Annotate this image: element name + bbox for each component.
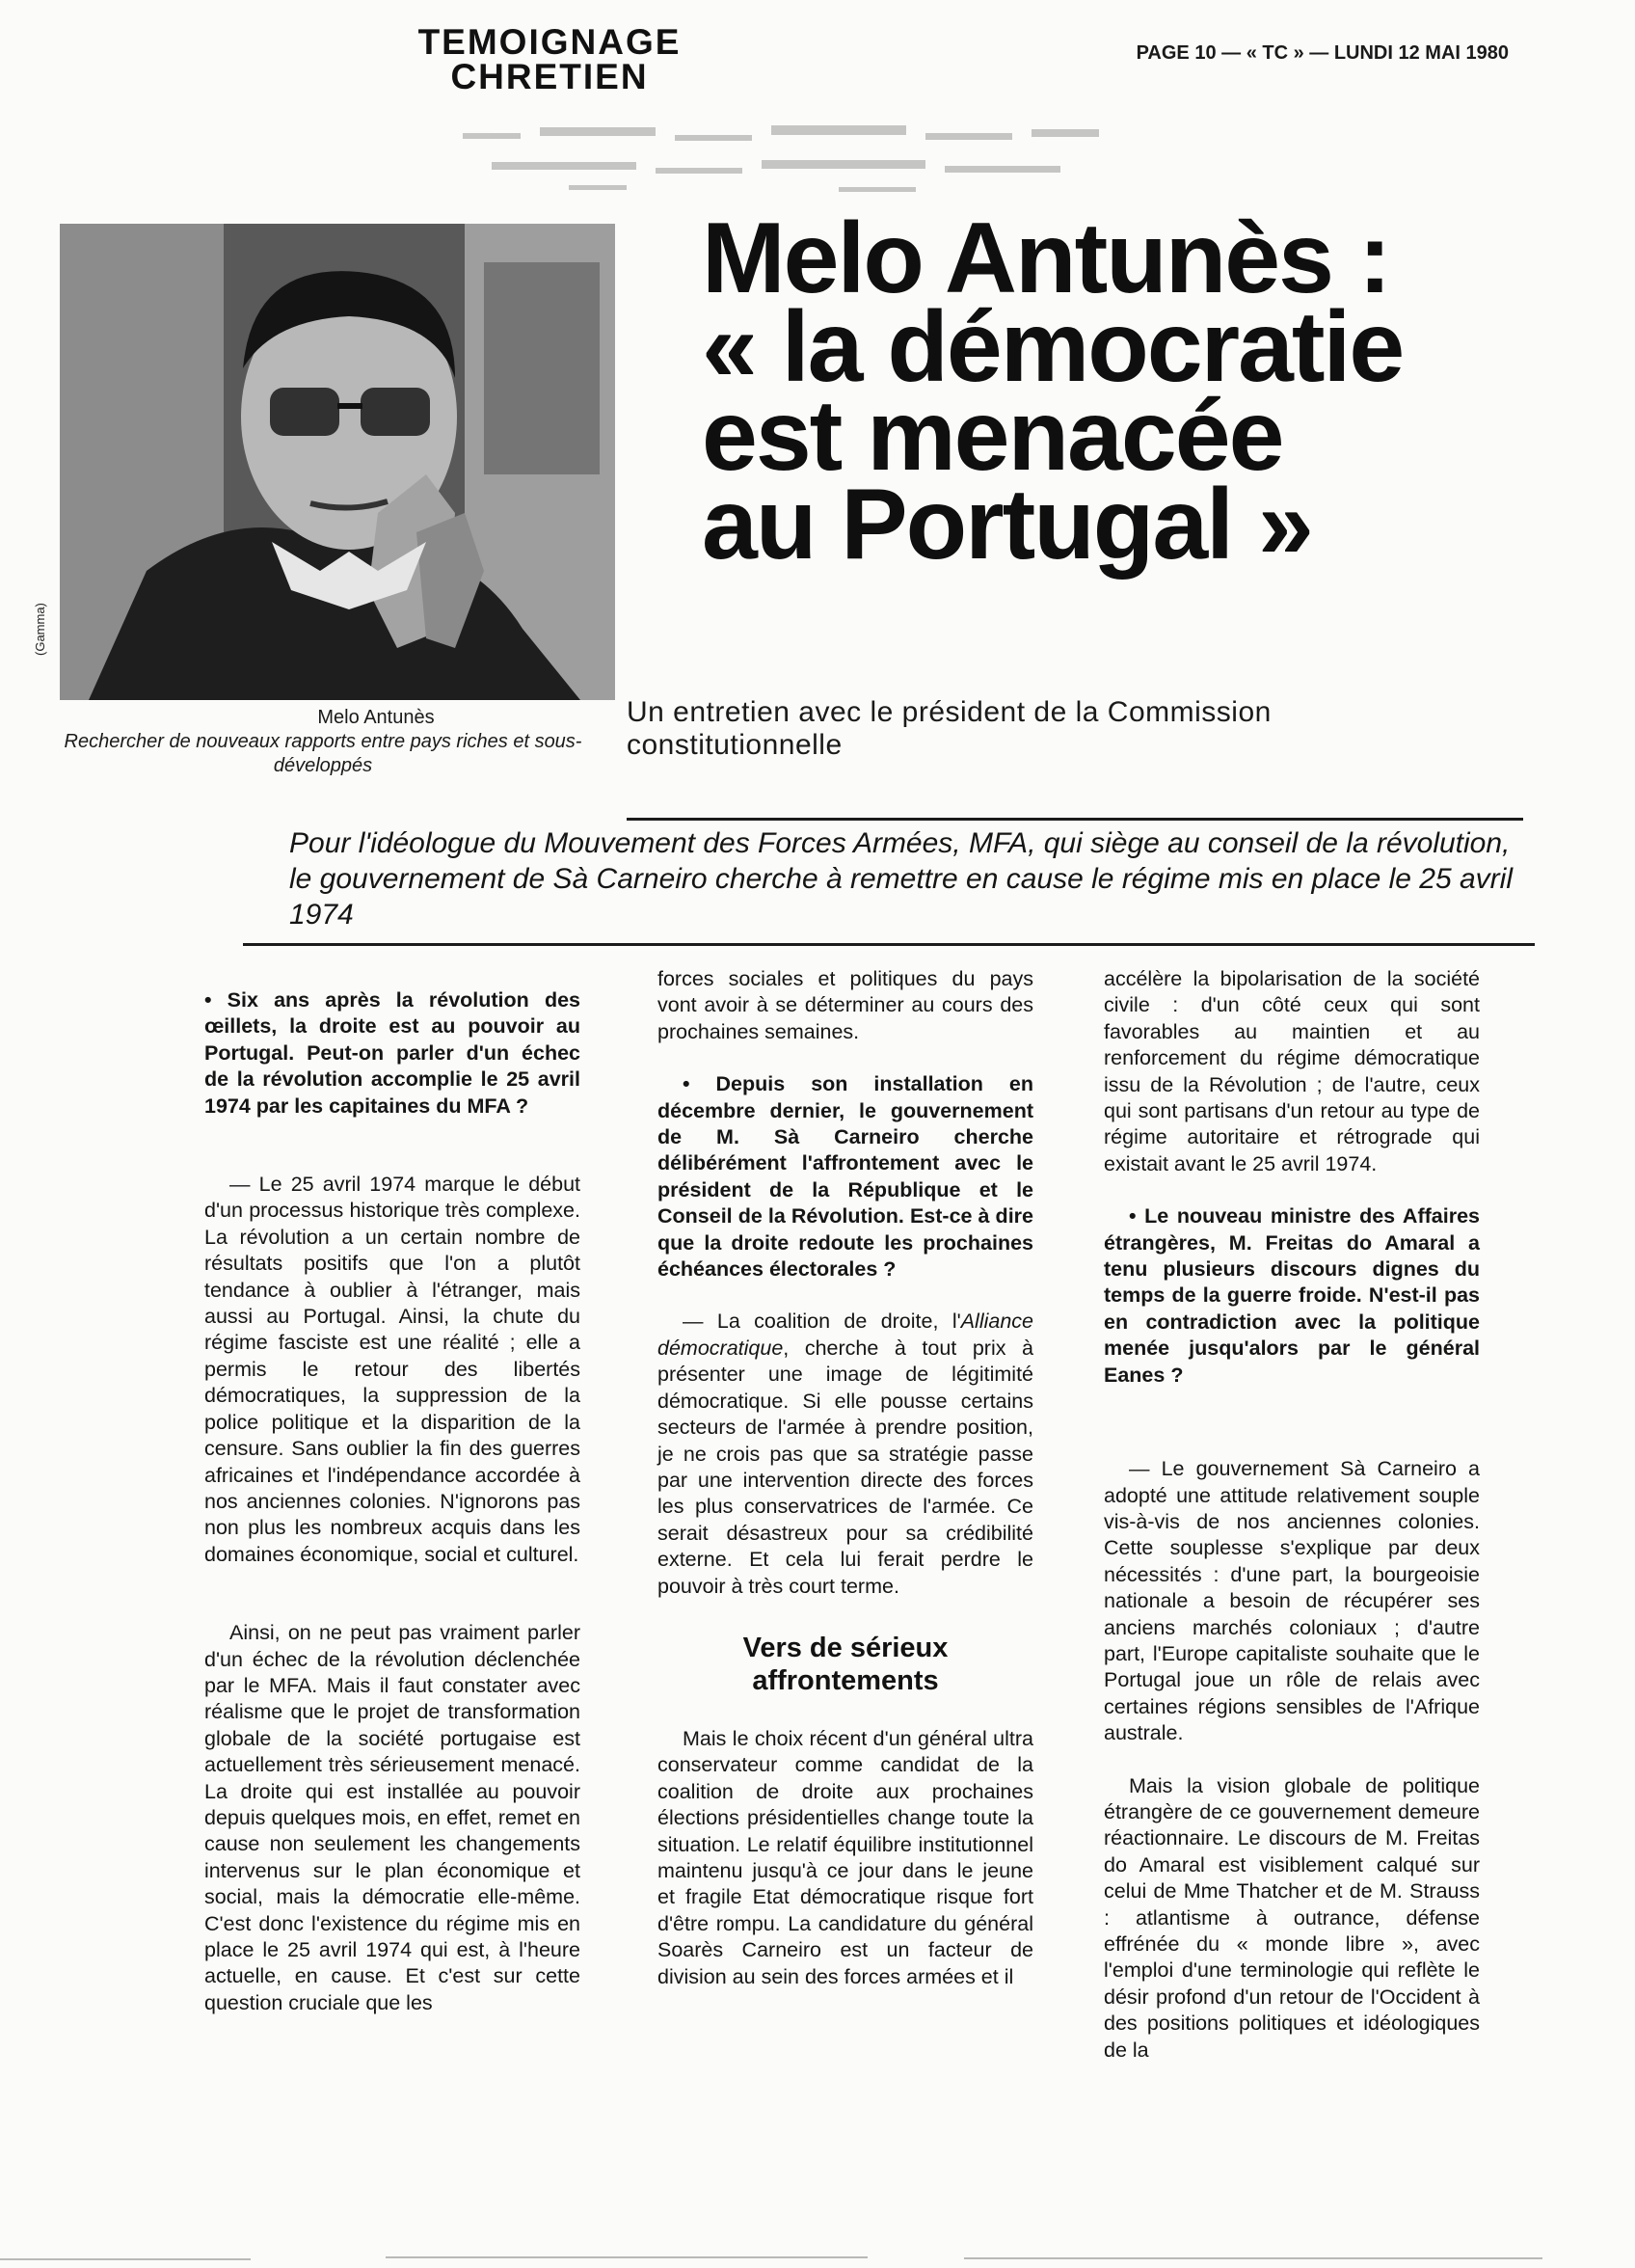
question-2: • Depuis son installation en décembre dernier, le gouvernement de M. Sà Carneiro cherche délibérément l'affrontement avec le président de la République et le Conseil de la Révolution. Est-ce à dire que la droite redoute les prochaines échéances électorales ? [657, 1072, 1033, 1282]
photo-credit: (Gamma) [33, 603, 47, 656]
answer-paragraph: accélère la bipolarisation de la société civile : d'un côté ceux qui sont favorables au maintien et au renforcement du régime démocratique issu de la Révolution ; de l'autre, ceux qui sont partisans d'un retour au type de régime autoritaire et rétrograde qui existait avant le 25 avril 1974. [1104, 967, 1480, 1175]
answer-text: — La coalition de droite, l' [683, 1310, 961, 1334]
headline-line2: « la démocratie [702, 291, 1404, 403]
article-subtitle: Un entretien avec le président de la Commission constitutionnelle [627, 696, 1272, 761]
headline-line4: au Portugal » [702, 469, 1312, 580]
headline-line1: Melo Antunès : [702, 202, 1390, 314]
headline-line3: est menacée [702, 380, 1283, 492]
intro-paragraph: Pour l'idéologue du Mouvement des Forces Armées, MFA, qui siège au conseil de la révolution, le gouvernement de Sà Carneiro cherche à remettre en cause le régime mis en place le 25 avril 1974 [289, 827, 1513, 931]
column-2 [657, 966, 1033, 2016]
answer-paragraph: Mais le choix récent d'un général ultra conservateur comme candidat de la coalition de droite aux prochaines élections présidentielles change toute la situation. Le relatif équilibre institutionnel maintenu jusqu'à ce jour dans le jeune et fragile Etat démocratique risque fort d'être rompu. La candidature du général Soarès Carneiro est un facteur de division au sein des forces armées et il [657, 1726, 1033, 1988]
portrait-photo [60, 224, 615, 700]
masthead-line2: CHRETIEN [450, 57, 649, 96]
answer-text: , cherche à tout prix à présenter une image de légitimité démocratique. Si elle pousse certains secteurs de l'armée à prendre position, je ne crois pas que sa stratégie passe par une intervention directe des forces les plus conservatrices de l'armée. Ce serait désastreux pour sa crédibilité externe. Et cela lui ferait perdre le pouvoir à très court terme. [657, 1336, 1033, 1598]
caption-name: Melo Antunès [317, 707, 435, 728]
print-noise [453, 114, 1147, 201]
scan-edge-noise [0, 2245, 1635, 2268]
answer-paragraph: forces sociales et politiques du pays vont avoir à se déterminer au cours des prochaines semaines. [657, 967, 1033, 1043]
answer-paragraph: — Le 25 avril 1974 marque le début d'un processus historique très complexe. La révolution a un certain nombre de résultats positifs que l'on a plutôt tendance à oublier à l'étranger, mais aussi au Portugal. Ainsi, la chute du régime fasciste est une réalité ; elle a permis le retour des libertés démocratiques, la suppression de la police politique et la disparition de la censure. Sans oublier la fin des guerres africaines et l'indépendance accordée à nos anciennes colonies. N'ignorons pas non plus les nombreux acquis dans les domaines économique, social et culturel. [204, 1173, 580, 1566]
masthead [366, 22, 733, 96]
answer-paragraph [657, 1309, 1033, 1599]
masthead-line1: TEMOIGNAGE [417, 22, 682, 62]
photo-caption [39, 706, 607, 778]
page-info: PAGE 10 — « TC » — LUNDI 12 MAI 1980 [1136, 42, 1509, 64]
caption-subtitle: Rechercher de nouveaux rapports entre pays riches et sous-développés [64, 731, 582, 776]
question-3: • Le nouveau ministre des Affaires étrangères, M. Freitas do Amaral a tenu plusieurs discours dignes du temps de la guerre froide. N'est-il pas en contradiction avec la politique menée jusqu'alors par le général Eanes ? [1104, 1204, 1480, 1387]
headline [702, 202, 1608, 580]
section-subheading: Vers de sérieux affrontements [742, 1632, 949, 1696]
alliance-name: Alliance démocratique [657, 1310, 1033, 1360]
question-1: • Six ans après la révolution des œillets, la droite est au pouvoir au Portugal. Peut-on parler d'un échec de la révolution accomplie le 25 avril 1974 par les capitaines du MFA ? [204, 988, 580, 1118]
column-1 [204, 987, 580, 2042]
column-3 [1104, 966, 1480, 2090]
answer-paragraph: — Le gouvernement Sà Carneiro a adopté une attitude relativement souple vis-à-vis de nos anciennes colonies. Cette souplesse s'explique par deux nécessités : d'une part, la bourgeoisie nationale a besoin de récupérer ses anciens marchés coloniaux ; d'autre part, l'Europe capitaliste souhaite que le Portugal joue un rôle de relais avec certaines régions sensibles de l'Afrique australe. [1104, 1457, 1480, 1745]
divider-rule [627, 818, 1523, 821]
divider-rule [243, 943, 1535, 946]
answer-paragraph: Ainsi, on ne peut pas vraiment parler d'un échec de la révolution déclenchée par le MFA. Mais il faut constater avec réalisme que le projet de transformation globale de la société portugaise est actuellement très sérieusement menacé. La droite qui est installée au pouvoir depuis quelques mois, en effet, remet en cause non seulement les changements intervenus sur le plan économique et social, mais la démocratie elle-même. C'est donc l'existence du régime mis en place le 25 avril 1974 qui est, à l'heure actuelle, en cause. Et c'est sur cette question cruciale que les [204, 1621, 580, 2014]
answer-paragraph: Mais la vision globale de politique étrangère de ce gouvernement demeure réactionnaire. Le discours de M. Freitas do Amaral est visiblement calqué sur celui de Mme Thatcher et de M. Strauss : atlantisme à outrance, défense effrénée du « monde libre », avec l'emploi d'une terminologie qui reflète le désir profond d'un retour de l'Occident à des positions politiques et idéologiques de la [1104, 1773, 1480, 2062]
